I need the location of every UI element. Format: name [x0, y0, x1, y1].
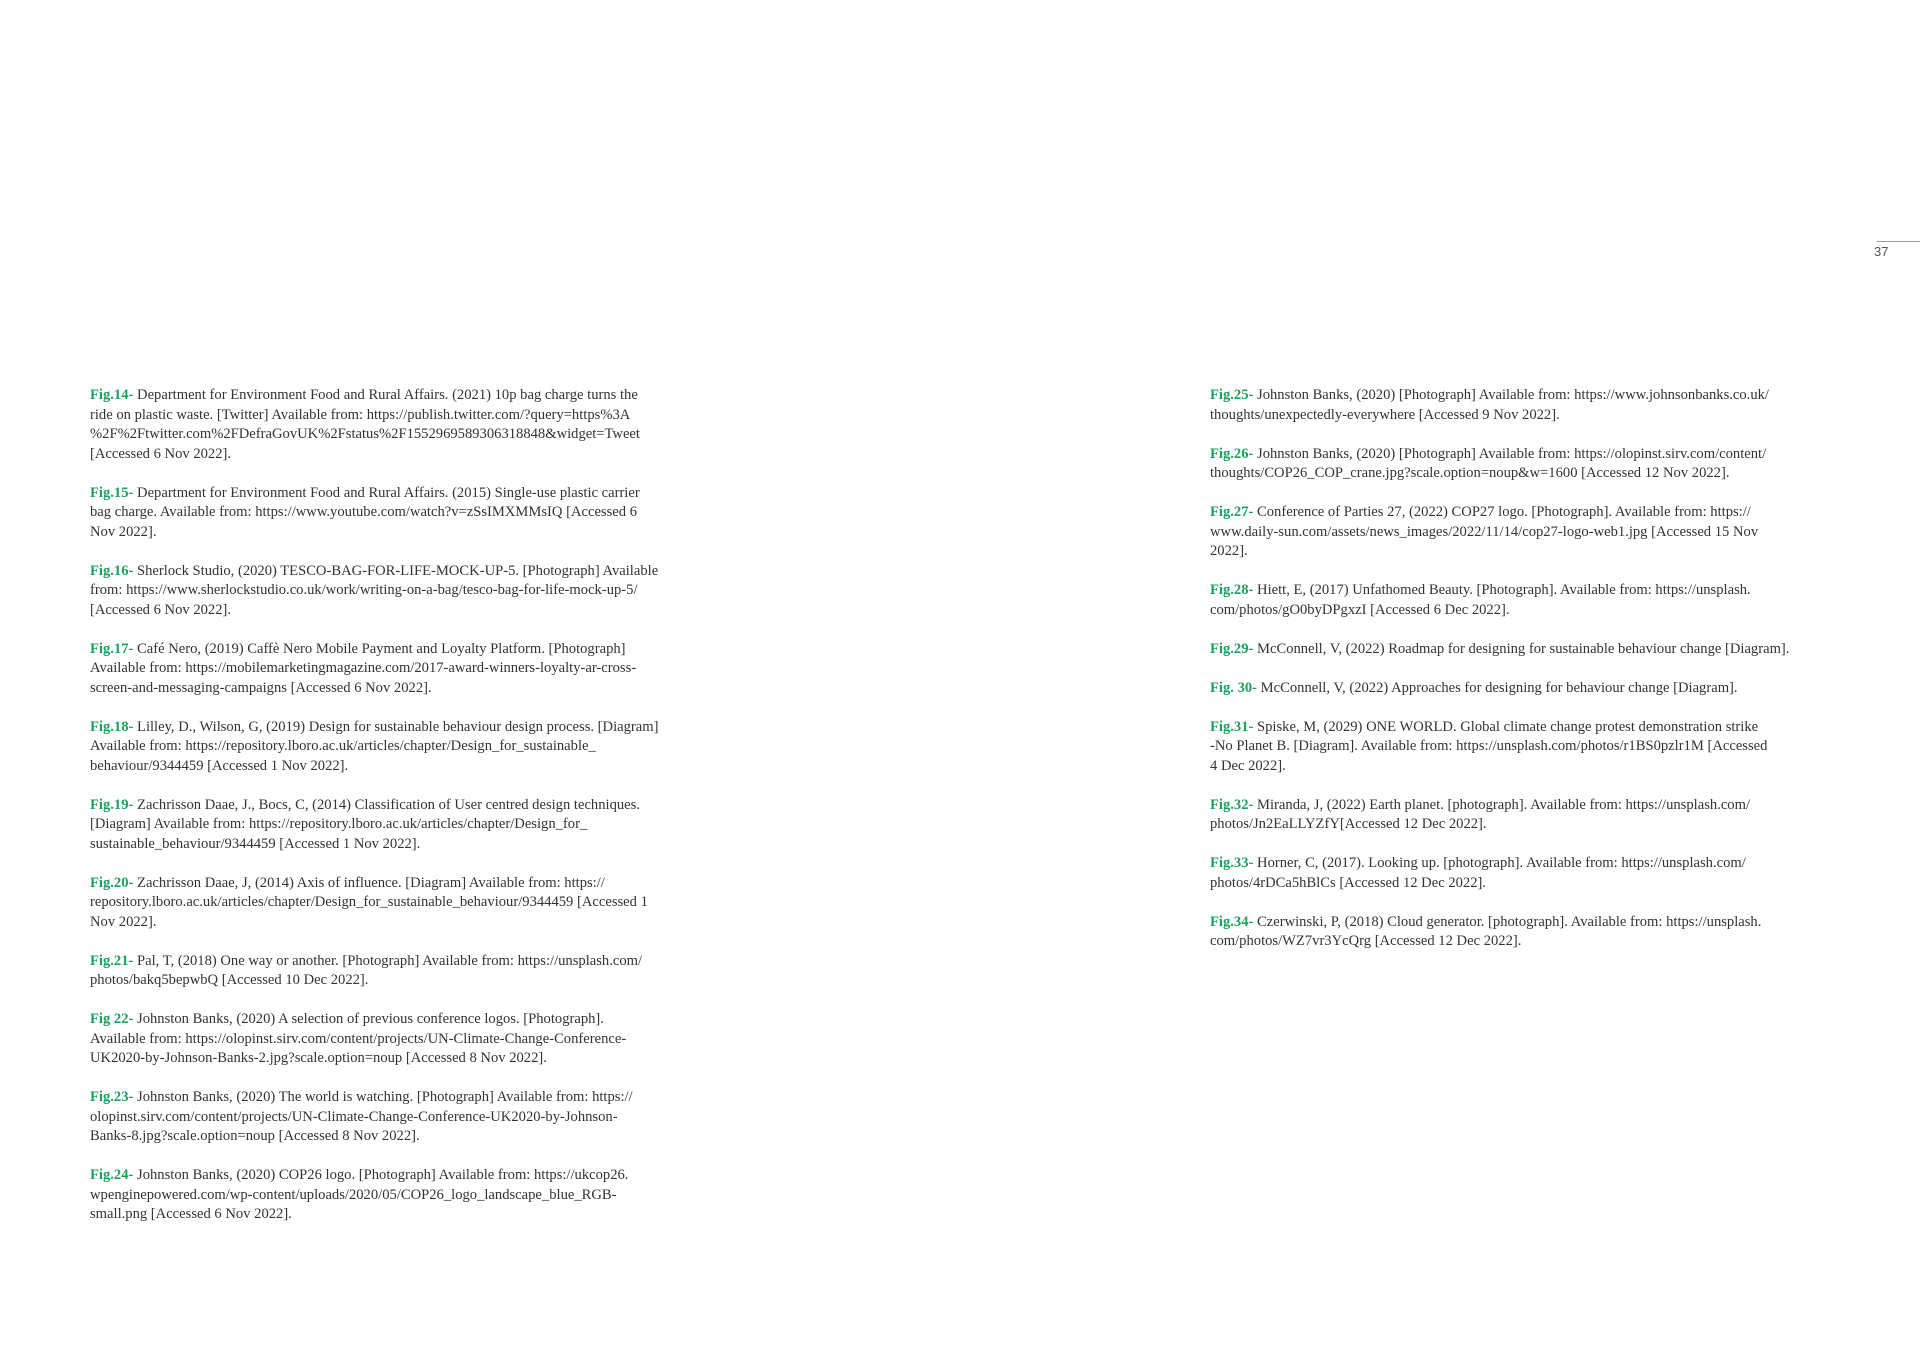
figure-label: Fig.27-: [1210, 504, 1254, 520]
figure-label: Fig.29-: [1210, 640, 1254, 657]
reference-item: [1210, 913, 1830, 952]
reference-item: [1210, 679, 1830, 699]
figure-label: Fig.15-: [90, 484, 134, 501]
figure-label: Fig.16-: [90, 562, 134, 579]
reference-item: [90, 796, 710, 855]
reference-text: McConnell, V, (2022) Roadmap for designing for sustainable behaviour change [Diagram].: [1253, 640, 1790, 657]
reference-item: [1210, 581, 1830, 620]
reference-text: Sherlock Studio, (2020) TESCO-BAG-FOR-LIFE-MOCK-UP-5. [Photograph] Available from: https://www.sherlockstudio.co.uk/work/writing-on-a-bag/tesco-bag-for-life-mock-up-5/ [Accessed 6 Nov 2022].: [90, 562, 659, 618]
figure-label: Fig.32-: [1210, 796, 1254, 813]
figure-label: Fig.24-: [90, 1167, 134, 1183]
reference-text: Department for Environment Food and Rural Affairs. (2021) 10p bag charge turns the ride on plastic waste. [Twitter] Available from: https://publish.twitter.com/?query=https%3A %2F%2Ftwitter.com%2FDefraGovUK%2Fstatus%2F1552969589306318848&widget=Tweet [Accessed 6 Nov 2022].: [90, 387, 640, 462]
figure-label: Fig.26-: [1210, 445, 1254, 462]
reference-item: [1210, 445, 1830, 484]
reference-text: Johnston Banks, (2020) A selection of previous conference logos. [Photograph]. Available from: https://olopinst.sirv.com/content/projects/UN-Climate-Change-Conference- UK2020-by-Johnson-Banks-2.jpg?scale.option=noup [Accessed 8 Nov 2022].: [90, 1011, 627, 1066]
reference-item: [90, 640, 710, 699]
reference-item: [90, 718, 710, 777]
reference-text: Miranda, J, (2022) Earth planet. [photograph]. Available from: https://unsplash.com/ photos/Jn2EaLLYZfY[Accessed 12 Dec 2022].: [1210, 796, 1750, 832]
figure-label: Fig.21-: [90, 952, 134, 969]
reference-text: Lilley, D., Wilson, G, (2019) Design for sustainable behaviour design process. [Diagram] Available from: https://repository.lboro.ac.uk/articles/chapter/Design_for_sustainable_ behaviour/9344459 [Accessed 1 Nov 2022].: [90, 718, 659, 774]
figure-label: Fig.31-: [1210, 718, 1254, 735]
figure-label: Fig.17-: [90, 640, 134, 657]
figure-label: Fig.19-: [90, 796, 134, 813]
reference-text: Johnston Banks, (2020) COP26 logo. [Photograph] Available from: https://ukcop26. wpenginepowered.com/wp-content/uploads/2020/05/COP26_logo_landscape_blue_RGB- small.png [Accessed 6 Nov 2022].: [90, 1167, 629, 1222]
figure-label: Fig.25-: [1210, 387, 1254, 403]
reference-text: Horner, C, (2017). Looking up. [photograph]. Available from: https://unsplash.com/ photos/4rDCa5hBlCs [Accessed 12 Dec 2022].: [1210, 855, 1746, 891]
page-number: 37: [1874, 244, 1889, 259]
reference-column-right: [1210, 386, 1830, 971]
reference-text: Department for Environment Food and Rural Affairs. (2015) Single-use plastic carrier bag charge. Available from: https://www.youtube.com/watch?v=zSsIMXMMsIQ [Accessed 6 Nov 2022].: [90, 484, 640, 540]
figure-label: Fig.18-: [90, 718, 134, 735]
reference-text: Café Nero, (2019) Caffè Nero Mobile Payment and Loyalty Platform. [Photograph] Available from: https://mobilemarketingmagazine.com/2017-award-winners-loyalty-ar-cross- screen-and-messaging-campaigns [Accessed 6 Nov 2022].: [90, 640, 637, 696]
figure-label: Fig.23-: [90, 1089, 134, 1105]
reference-text: McConnell, V, (2022) Approaches for designing for behaviour change [Diagram].: [1257, 679, 1738, 696]
reference-item: [1210, 796, 1830, 835]
reference-text: Spiske, M, (2029) ONE WORLD. Global climate change protest demonstration strike -No Planet B. [Diagram]. Available from: https://unsplash.com/photos/r1BS0pzlr1M [Accessed 4 Dec 2022].: [1210, 718, 1768, 774]
reference-item: [1210, 718, 1830, 777]
reference-item: [1210, 640, 1830, 660]
reference-text: Johnston Banks, (2020) The world is watching. [Photograph] Available from: https:// olopinst.sirv.com/content/projects/UN-Climate-Change-Conference-UK2020-by-Johnson- Banks-8.jpg?scale.option=noup [Accessed 8 Nov 2022].: [90, 1089, 633, 1144]
reference-text: Pal, T, (2018) One way or another. [Photograph] Available from: https://unsplash.com/ photos/bakq5bepwbQ [Accessed 10 Dec 2022].: [90, 952, 643, 988]
reference-item: [90, 1010, 710, 1069]
reference-item: [90, 562, 710, 621]
reference-item: [90, 386, 710, 464]
reference-item: [1210, 503, 1830, 562]
page-number-rule: [1877, 241, 1920, 242]
reference-text: Zachrisson Daae, J., Bocs, C, (2014) Classification of User centred design techniques. [Diagram] Available from: https://repository.lboro.ac.uk/articles/chapter/Design_for_ sustainable_behaviour/9344459 [Accessed 1 Nov 2022].: [90, 796, 640, 852]
reference-text: Conference of Parties 27, (2022) COP27 logo. [Photograph]. Available from: https:// www.daily-sun.com/assets/news_images/2022/11/14/cop27-logo-web1.jpg [Accessed 15 Nov 2022].: [1210, 504, 1759, 559]
reference-item: [90, 484, 710, 543]
figure-label: Fig.20-: [90, 874, 134, 891]
reference-item: [90, 952, 710, 991]
reference-text: Czerwinski, P, (2018) Cloud generator. [photograph]. Available from: https://unsplash. com/photos/WZ7vr3YcQrg [Accessed 12 Dec 2022].: [1210, 913, 1762, 949]
reference-text: Johnston Banks, (2020) [Photograph] Available from: https://www.johnsonbanks.co.uk/ thoughts/unexpectedly-everywhere [Accessed 9 Nov 2022].: [1210, 387, 1769, 423]
reference-item: [1210, 854, 1830, 893]
reference-text: Johnston Banks, (2020) [Photograph] Available from: https://olopinst.sirv.com/content/ thoughts/COP26_COP_crane.jpg?scale.option=noup&w=1600 [Accessed 12 Nov 2022].: [1210, 445, 1767, 481]
figure-label: Fig.28-: [1210, 582, 1254, 598]
reference-item: [1210, 386, 1830, 425]
figure-label: Fig.33-: [1210, 855, 1254, 871]
reference-item: [90, 1166, 710, 1225]
reference-text: Zachrisson Daae, J, (2014) Axis of influence. [Diagram] Available from: https:// repository.lboro.ac.uk/articles/chapter/Design_for_sustainable_behaviour/9344459 [Accessed 1 Nov 2022].: [90, 874, 648, 930]
figure-label: Fig.34-: [1210, 913, 1254, 930]
figure-label: Fig 22-: [90, 1011, 134, 1027]
reference-column-left: [90, 386, 710, 1244]
figure-label: Fig. 30-: [1210, 679, 1258, 696]
reference-item: [90, 874, 710, 933]
reference-text: Hiett, E, (2017) Unfathomed Beauty. [Photograph]. Available from: https://unsplash. com/photos/gO0byDPgxzI [Accessed 6 Dec 2022].: [1210, 582, 1751, 618]
reference-item: [90, 1088, 710, 1147]
figure-label: Fig.14-: [90, 387, 134, 403]
